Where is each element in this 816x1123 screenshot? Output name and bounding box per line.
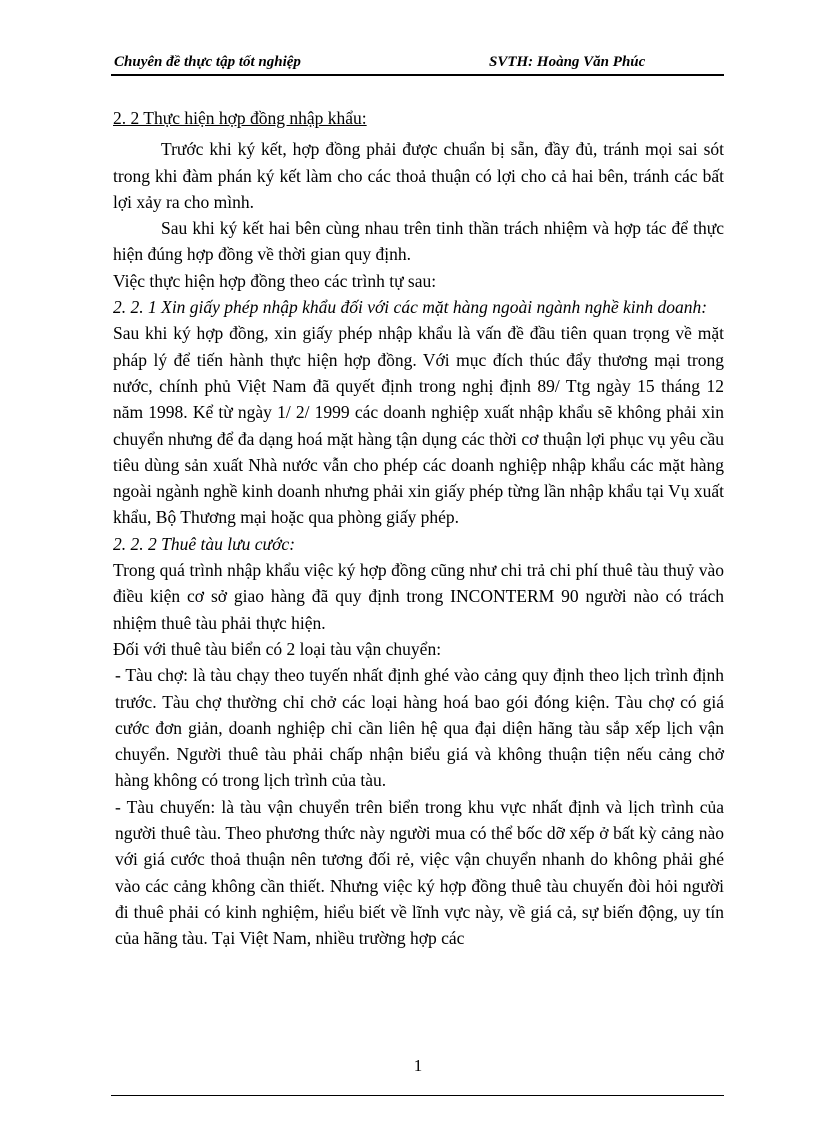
section-heading: 2. 2 Thực hiện hợp đồng nhập khẩu: (113, 108, 367, 128)
page-header (111, 52, 724, 74)
subsection-heading: 2. 2. 1 Xin giấy phép nhập khẩu đối với các mặt hàng ngoài ngành nghề kinh doanh: (113, 297, 708, 318)
footer-divider (111, 1095, 724, 1096)
list-item: - Tàu chợ: là tàu chạy theo tuyến nhất định ghé vào cảng quy định theo lịch trình định trước. Tàu chợ thường chỉ chở các loại hàng hoá bao gói đóng kiện. Tàu chợ có giá cước đơn giản, doanh nghiệp chỉ cần liên hệ qua đại diện hãng tàu sắp xếp lịch vận chuyển. Người thuê tàu phải chấp nhận biểu giá và không thuận tiện nếu cảng chở hàng không có trong lịch trình của tàu. (115, 665, 724, 791)
subsection-heading: 2. 2. 2 Thuê tàu lưu cước: (113, 533, 296, 554)
paragraph: Trong quá trình nhập khẩu việc ký hợp đồng cũng như chi trả chi phí thuê tàu thuỷ vào điều kiện cơ sở giao hàng đã quy định trong INCONTERM 90 người nào có trách nhiệm thuê tàu phải thực hiện. (113, 560, 724, 633)
paragraph: Đối với thuê tàu biển có 2 loại tàu vận chuyển: (113, 638, 442, 659)
paragraph: Việc thực hiện hợp đồng theo các trình tự sau: (113, 270, 437, 291)
page-body (113, 105, 724, 952)
paragraph: Sau khi ký hợp đồng, xin giấy phép nhập khẩu là vấn đề đầu tiên quan trọng về mặt pháp lý để tiến hành thực hiện hợp đồng. Với mục đích thúc đẩy thương mại trong nước, chính phủ Việt Nam đã quyết định trong nghị định 89/ Ttg ngày 15 tháng 12 năm 1998. Kể từ ngày 1/ 2/ 1999 các doanh nghiệp xuất nhập khẩu sẽ không phải xin chuyển nhưng để đa dạng hoá mặt hàng tận dụng các thời cơ thuận lợi phục vụ yêu cầu tiêu dùng sản xuất Nhà nước vẫn cho phép các doanh nghiệp nhập khẩu các mặt hàng ngoài ngành nghề kinh doanh nhưng phải xin giấy phép từng lần nhập khẩu tại Vụ xuất khẩu, Bộ Thương mại hoặc qua phòng giấy phép. (113, 323, 724, 528)
header-divider (111, 74, 724, 76)
paragraph: Trước khi ký kết, hợp đồng phải được chuẩn bị sẵn, đầy đủ, tránh mọi sai sót trong khi đàm phán ký kết làm cho các thoả thuận có lợi cho cả hai bên, tránh các bất lợi xảy ra cho mình. (113, 139, 724, 212)
page-number: 1 (413, 1056, 423, 1075)
header-student-name: SVTH: Hoàng Văn Phúc (489, 54, 646, 70)
list-item: - Tàu chuyến: là tàu vận chuyển trên biển trong khu vực nhất định và lịch trình của người thuê tàu. Theo phương thức này người mua có thể bốc dỡ xếp ở bất kỳ cảng nào với giá cước thoả thuận nên tương đối rẻ, việc vận chuyển nhanh do không phải ghé vào các cảng không cần thiết. Nhưng việc ký hợp đồng thuê tàu chuyến đòi hỏi người đi thuê phải có kinh nghiệm, hiểu biết về lĩnh vực này, về giá cả, sự biến động, uy tín của hãng tàu. Tại Việt Nam, nhiều trường hợp các (115, 796, 724, 949)
header-document-title: Chuyên đề thực tập tốt nghiệp (114, 54, 301, 70)
paragraph: Sau khi ký kết hai bên cùng nhau trên tinh thần trách nhiệm và hợp tác để thực hiện đúng hợp đồng về thời gian quy định. (113, 218, 724, 265)
